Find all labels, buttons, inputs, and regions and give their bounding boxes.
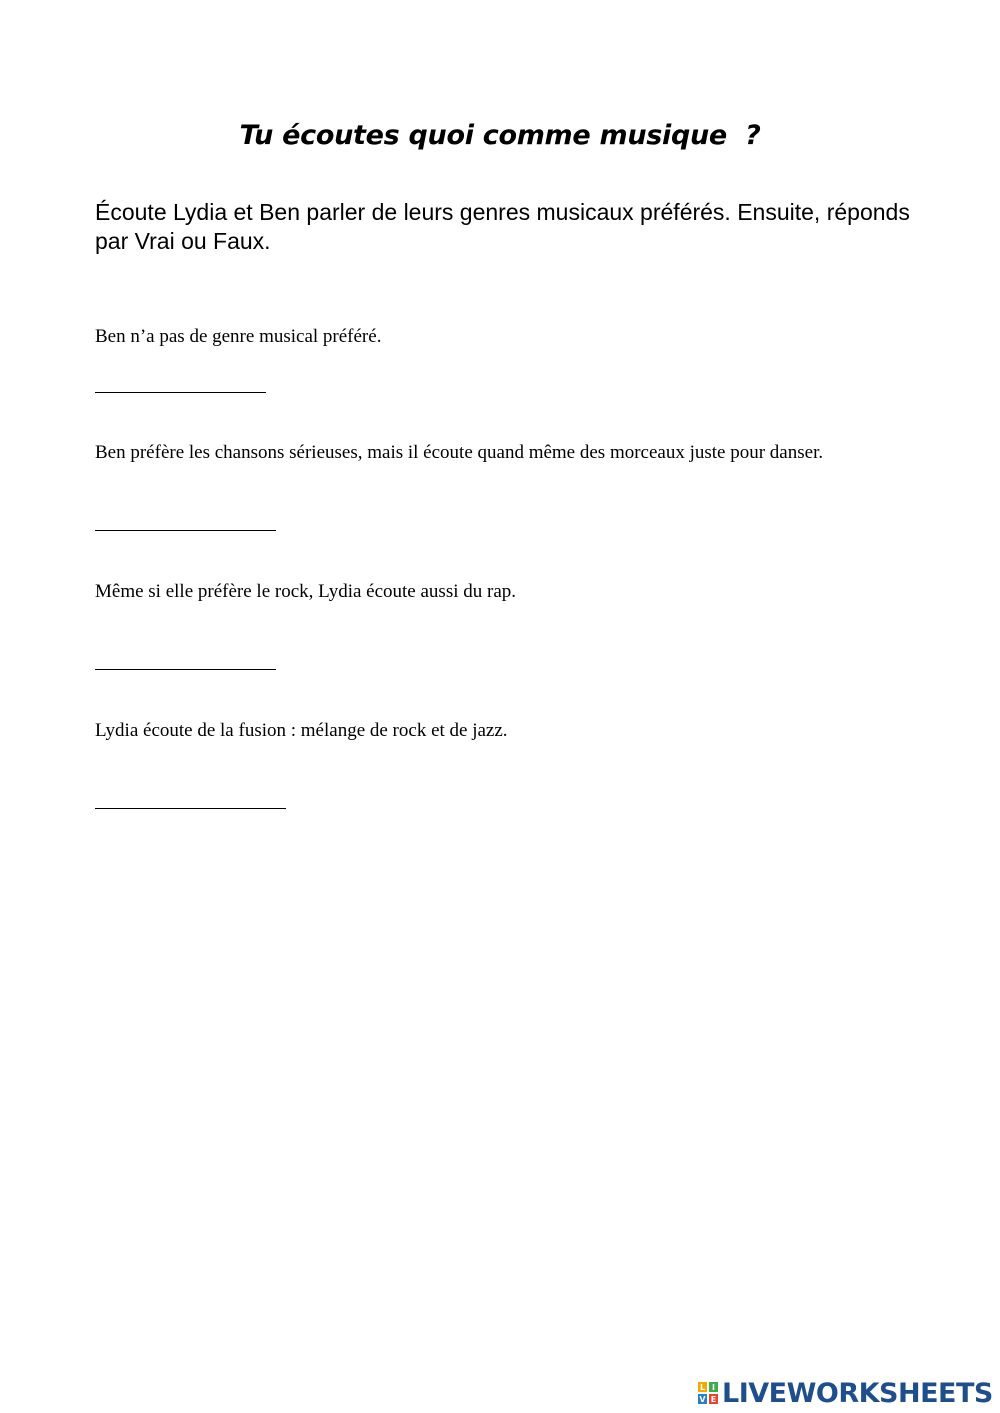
logo-text: LIVEWORKSHEETS	[722, 1377, 993, 1409]
answer-blank-4[interactable]	[95, 808, 286, 809]
statement-1: Ben n’a pas de genre musical préféré.	[95, 326, 382, 347]
statement-2: Ben préfère les chansons sérieuses, mais il écoute quand même des morceaux juste pour danser.	[95, 442, 824, 463]
answer-blank-3[interactable]	[95, 669, 276, 670]
statement-4: Lydia écoute de la fusion : mélange de rock et de jazz.	[95, 720, 508, 741]
liveworksheets-logo	[697, 1378, 993, 1408]
live-badge-icon	[697, 1381, 719, 1405]
answer-blank-1[interactable]	[95, 392, 266, 393]
instructions-text: Écoute Lydia et Ben parler de leurs genres musicaux préférés. Ensuite, réponds par Vrai ou Faux.	[95, 199, 910, 254]
answer-blank-2[interactable]	[95, 530, 276, 531]
badge-letter-l: L	[697, 1381, 708, 1393]
badge-letter-v: V	[697, 1393, 708, 1405]
worksheet-title: Tu écoutes quoi comme musique ?	[239, 120, 761, 151]
statement-3: Même si elle préfère le rock, Lydia écoute aussi du rap.	[95, 581, 516, 602]
badge-letter-e: E	[708, 1393, 719, 1405]
badge-letter-i: I	[708, 1381, 719, 1393]
